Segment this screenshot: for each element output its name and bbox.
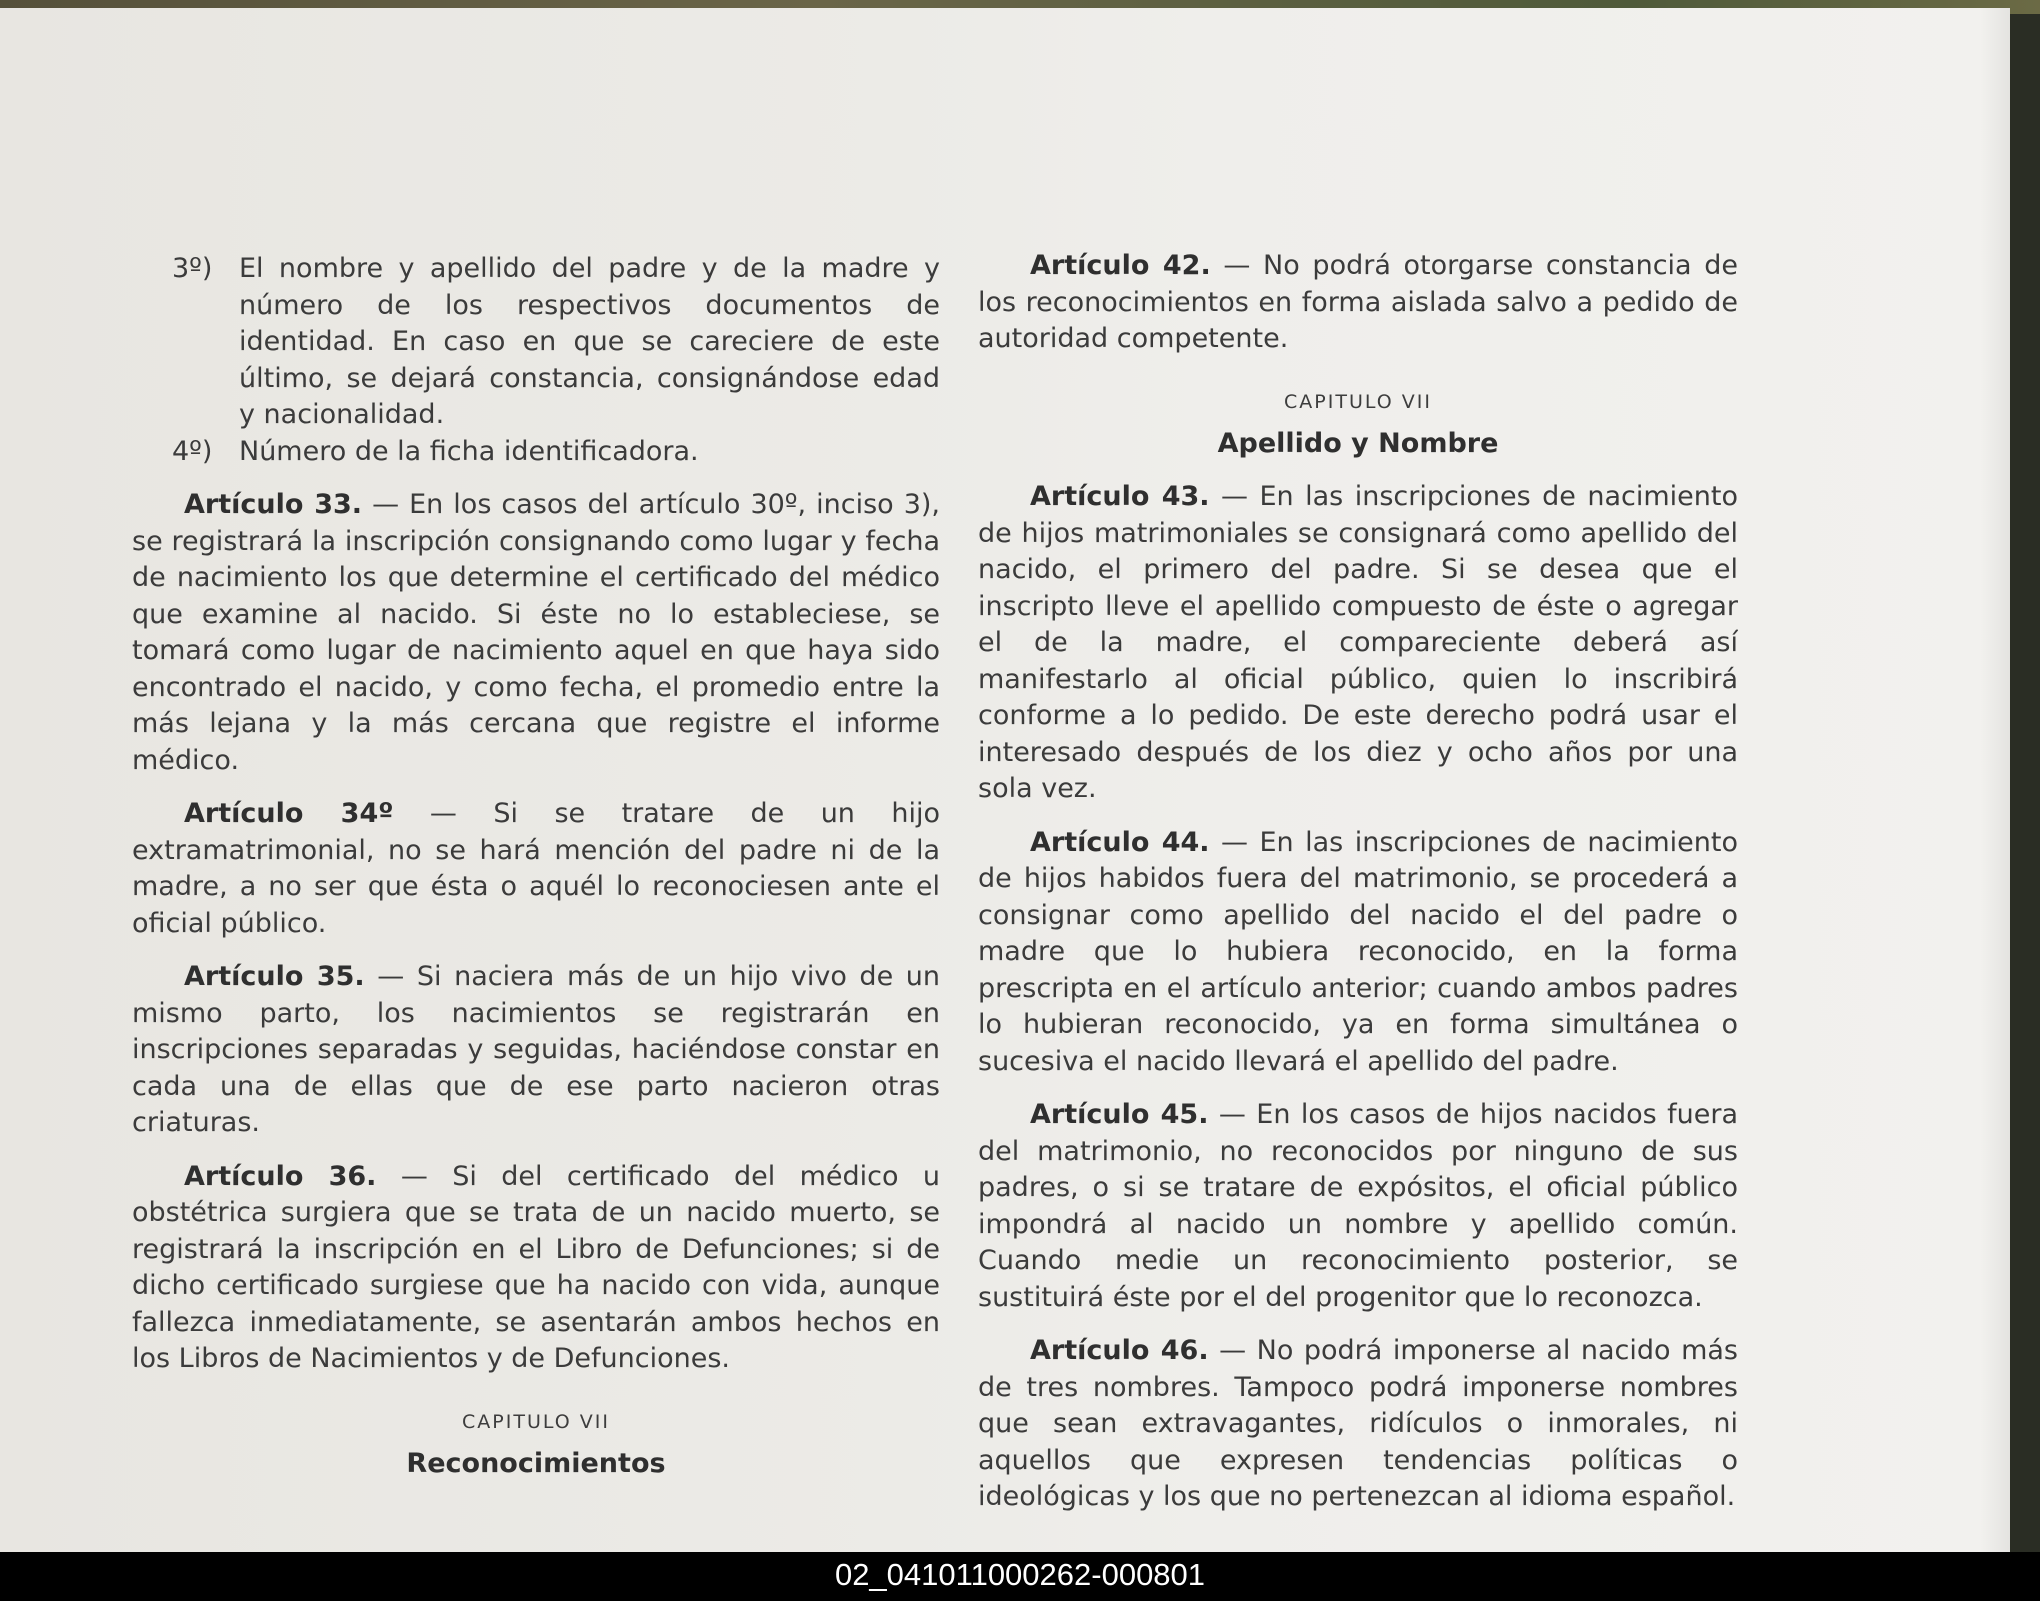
article-text: — En los casos de hijos nacidos fuera del matrimonio, no reconocidos por ninguno de sus padres, o si se tratare de expósitos, el oficial público impondrá al nacido un nombre y apellido común. Cuando medie un reconocimiento posterior, se sustituirá éste por el del progenitor que lo reconozca. — [978, 1099, 1738, 1313]
article-paragraph — [132, 487, 940, 779]
article-text: — Si se tratare de un hijo extramatrimonial, no se hará mención del padre ni de la madre, a no ser que ésta o aquél lo reconociesen ante el oficial público. — [132, 798, 940, 939]
article-label: Artículo 36. — [184, 1160, 377, 1192]
article-text: — En los casos del artículo 30º, inciso 3), se registrará la inscripción consignando como lugar y fecha de nacimiento los que determine el certificado del médico que examine al nacido. Si éste no lo estableciese, se tomará como lugar de nacimiento aquel en que haya sido encontrado el nacido, y como fecha, el promedio entre la más lejana y la más cercana que registre el informe médico. — [132, 489, 940, 776]
list-item — [172, 251, 940, 434]
article-paragraph — [978, 1097, 1738, 1316]
right-column — [978, 248, 1738, 1560]
document-page — [0, 8, 2010, 1552]
article-paragraph — [132, 959, 940, 1142]
article-text: — En las inscripciones de nacimiento de hijos matrimoniales se consignará como apellido del nacido, el primero del padre. Si se desea que el inscripto lleve el apellido compuesto de éste o agregar el de la madre, el compareciente deberá así manifestarlo al oficial público, quien lo inscribirá conforme a lo pedido. De este derecho podrá usar el interesado después de los diez y ocho años por una sola vez. — [978, 481, 1738, 804]
article-label: Artículo 34º — [184, 798, 394, 829]
article-paragraph — [978, 1333, 1738, 1516]
page-edge-shadow — [1980, 8, 2010, 1552]
chapter-title: Apellido y Nombre — [1217, 427, 1499, 459]
article-text: — No podrá otorgarse constancia de los reconocimientos en forma aislada salvo a pedido de autoridad competente. — [978, 250, 1738, 354]
article-label: Artículo 45. — [1030, 1099, 1209, 1130]
article-text: — No podrá imponerse al nacido más de tres nombres. Tampoco podrá imponerse nombres que sean extravagantes, ridículos o inmorales, ni aquellos que expresen tendencias políticas o ideológicas y los que no pertenezcan al idioma español. — [978, 1335, 1738, 1512]
article-paragraph — [978, 248, 1738, 358]
article-text: — Si naciera más de un hijo vivo de un mismo parto, los nacimientos se registrarán en inscripciones separadas y seguidas, haciéndose constar en cada una de ellas que de ese parto nacieron otras criaturas. — [132, 961, 940, 1138]
article-paragraph — [978, 479, 1738, 808]
article-label: Artículo 42. — [1030, 250, 1211, 281]
article-paragraph — [132, 1159, 940, 1378]
item-number: 3º) — [172, 253, 213, 284]
chapter-heading: CAPITULO VII — [462, 1410, 610, 1433]
left-column — [132, 251, 940, 1492]
article-label: Artículo 43. — [1030, 481, 1210, 512]
article-label: Artículo 33. — [184, 489, 363, 520]
item-text: Número de la ficha identificadora. — [239, 435, 699, 467]
article-text: — Si del certificado del médico u obstétrica surgiera que se trata de un nacido muerto, se registrará la inscripción en el Libro de Defunciones; si de dicho certificado surgiese que ha nacido con vida, aunque fallezca inmediatamente, se asentarán ambos hechos en los Libros de Nacimientos y de Defunciones. — [132, 1160, 940, 1374]
article-label: Artículo 46. — [1030, 1335, 1209, 1366]
article-label: Artículo 44. — [1030, 826, 1210, 858]
chapter-heading: CAPITULO VII — [1284, 390, 1432, 413]
article-paragraph — [978, 825, 1738, 1081]
item-number: 4º) — [172, 435, 213, 467]
item-text: El nombre y apellido del padre y de la madre y número de los respectivos documentos de identidad. En caso en que se careciere de este último, se dejará constancia, consignándose edad y nacionalidad. — [239, 253, 940, 430]
article-text: — En las inscripciones de nacimiento de hijos habidos fuera del matrimonio, se procederá a consignar como apellido del nacido el del padre o madre que lo hubiera reconocido, en la forma prescripta en el artículo anterior; cuando ambos padres lo hubieran reconocido, ya en forma simultánea o sucesiva el nacido llevará el apellido del padre. — [978, 826, 1738, 1077]
image-id-label: 02_041011000262-000801 — [834, 1557, 1206, 1592]
article-paragraph — [132, 796, 940, 942]
list-item — [172, 434, 940, 471]
chapter-title: Reconocimientos — [406, 1447, 666, 1479]
article-label: Artículo 35. — [184, 961, 365, 992]
